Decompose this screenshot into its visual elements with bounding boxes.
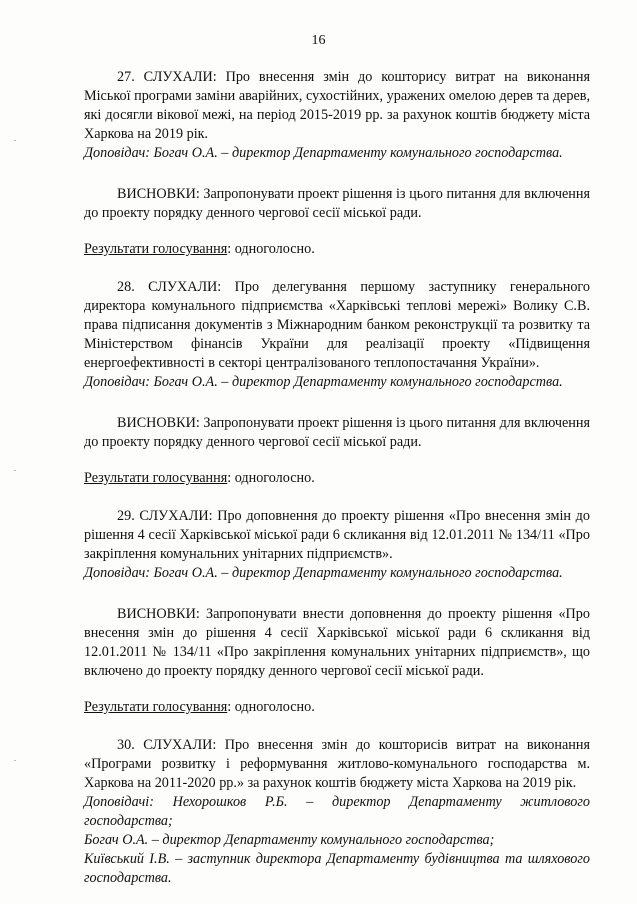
speaker-line: Доповідач: Богач О.А. – директор Департаменту комунального господарства.	[84, 374, 563, 390]
conclusion-paragraph: ВИСНОВКИ: Запропонувати проект рішення із цього питання для включення до проекту порядку денного чергової сесії міської ради.	[84, 415, 590, 450]
speaker-line: Доповідач: Богач О.А. – директор Департаменту комунального господарства.	[84, 145, 563, 161]
scan-edge-mark	[14, 140, 16, 141]
minutes-body	[84, 68, 590, 888]
scan-edge-mark	[14, 760, 16, 761]
voting-result-value: : одноголосно.	[227, 241, 315, 257]
agenda-item-27	[84, 68, 590, 259]
voting-result-value: : одноголосно.	[227, 699, 315, 715]
voting-result	[84, 698, 590, 717]
speaker-line: Київський І.В. – заступник директора Департаменту будівництва та шляхового господарства.	[84, 851, 590, 886]
voting-result-value: : одноголосно.	[227, 470, 315, 486]
speaker-line: Доповідачі: Нехорошков Р.Б. – директор Департаменту житлового господарства;	[84, 794, 590, 829]
heard-paragraph: 27. СЛУХАЛИ: Про внесення змін до кошторису витрат на виконання Міської програми заміни аварійних, сухостійних, уражених омелою дерев та дерев, які досягли вікової межі, на період 2015-2019 рр. за рахунок коштів бюджету міста Харкова на 2019 рік.	[84, 69, 590, 142]
heard-paragraph: 30. СЛУХАЛИ: Про внесення змін до кошторисів витрат на виконання «Програми розвитку і реформування житлово-комунального господарства м. Харкова на 2011-2020 рр.» за рахунок коштів бюджету міста Харкова на 2019 рік.	[84, 737, 590, 791]
heard-paragraph: 28. СЛУХАЛИ: Про делегування першому заступнику генерального директора комунального підприємства «Харківські теплові мережі» Волику С.В. права підписання документів з Міжнародним банком реконструкції та розвитку та Міністерством фінансів України для реалізації проекту «Підвищення енергоефективності в секторі централізованого теплопостачання України».	[84, 279, 590, 371]
voting-result	[84, 240, 590, 259]
scan-edge-mark	[14, 470, 16, 471]
voting-result-label: Результати голосування	[84, 699, 228, 715]
voting-result	[84, 469, 590, 488]
page-number: 16	[311, 33, 326, 48]
agenda-item-29	[84, 507, 590, 717]
voting-result-label: Результати голосування	[84, 241, 228, 257]
agenda-item-28	[84, 278, 590, 488]
speaker-line: Богач О.А. – директор Департаменту комунального господарства;	[84, 832, 495, 848]
conclusion-paragraph: ВИСНОВКИ: Запропонувати проект рішення із цього питання для включення до проекту порядку денного чергової сесії міської ради.	[84, 186, 590, 221]
agenda-item-30	[84, 736, 590, 888]
speaker-line: Доповідач: Богач О.А. – директор Департаменту комунального господарства.	[84, 565, 563, 581]
conclusion-paragraph: ВИСНОВКИ: Запропонувати внести доповнення до проекту рішення «Про внесення змін до рішення 4 сесії Харківської міської ради 6 скликання від 12.01.2011 № 134/11 «Про закріплення комунальних унітарних підприємств», що включено до проекту порядку денного чергової сесії міської ради.	[84, 606, 590, 679]
voting-result-label: Результати голосування	[84, 470, 228, 486]
heard-paragraph: 29. СЛУХАЛИ: Про доповнення до проекту рішення «Про внесення змін до рішення 4 сесії Харківської міської ради 6 скликання від 12.01.2011 № 134/11 «Про закріплення комунальних унітарних підприємств».	[84, 508, 590, 562]
